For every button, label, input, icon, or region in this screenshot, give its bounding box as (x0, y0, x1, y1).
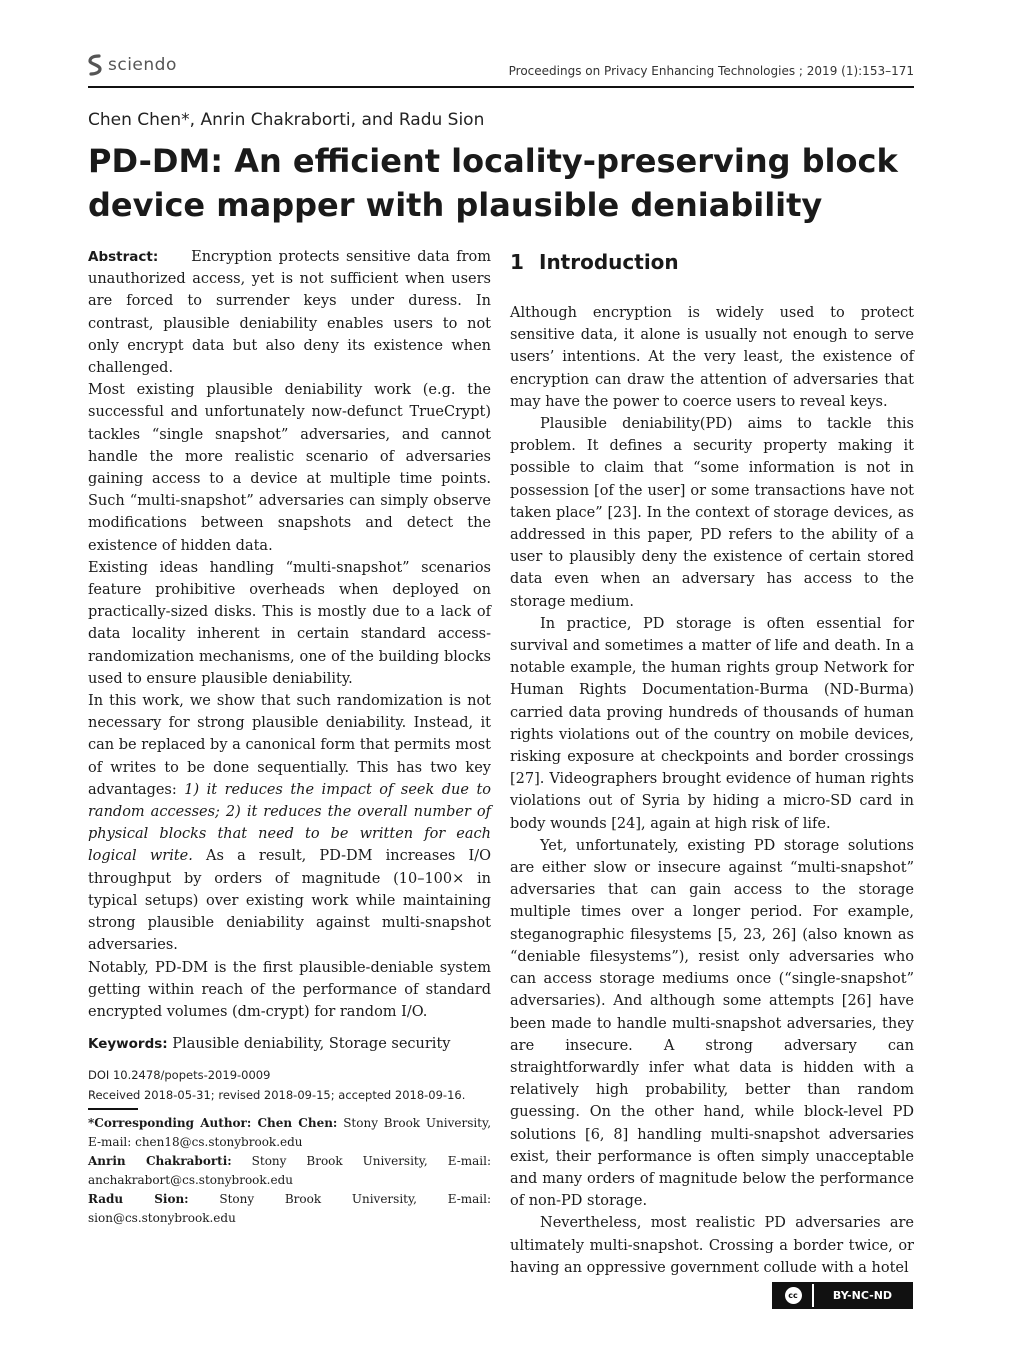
abstract-label: Abstract: (88, 249, 159, 265)
abstract-paragraph-3: Existing ideas handling “multi-snapshot” scenarios feature prohibitive overheads when deployed on practically-sized disks. This is mostly due to a lack of data locality inherent in certain standard access-randomization mechanisms, one of the building blocks used to ensure plausible deniability. (88, 559, 491, 687)
footnote-text: Stony Brook University, E-mail: anchakrabort@cs.stonybrook.edu (88, 1154, 492, 1187)
intro-paragraph-4: Yet, unfortunately, existing PD storage solutions are either slow or insecure against “multi-snapshot” adversaries that can gain access to the storage multiple times over a longer period. For example, steganographic filesystems [5, 23, 26] (also known as “deniable filesystems”), resist only adversaries who can access storage mediums once (“single-snapshot” adversaries). And although some attempts [26] have been made to handle multi-snapshot adversaries, they are insecure. A strong adversary can straightforwardly infer what data is hidden with a relatively high probability, better than random guessing. On the other hand, while block-level PD solutions [6, 8] handling multi-snapshot adversaries exist, their performance is often simply unacceptable and many orders of magnitude below the performance of non-PD storage. (510, 837, 914, 1210)
footnote-text: Stony Brook University, E-mail: sion@cs.stonybrook.edu (88, 1192, 492, 1225)
doi[interactable]: DOI 10.2478/popets-2019-0009 (88, 1068, 271, 1083)
cc-circle: cc (785, 1287, 802, 1304)
footnote-item (88, 1152, 491, 1190)
abstract-text-4a: In this work, we show that such randomization is not necessary for strong plausible deniability. Instead, it can be replaced by a canonical form that permits most of writes to be done sequentially. This has two key advantages: (88, 693, 491, 798)
page-header (88, 50, 914, 90)
abstract-paragraph-5: Notably, PD-DM is the first plausible-deniable system getting within reach of the performance of standard encrypted volumes (dm-crypt) for random I/O. (88, 959, 491, 1020)
abstract-paragraph-2: Most existing plausible deniability work (e.g. the successful and unfortunately now-defunct TrueCrypt) tackles “single snapshot” adversaries, and cannot handle the more realistic scenario of adversaries gaining access to a device at multiple time points. Such “multi-snapshot” adversaries can simply observe modifications between snapshots and detect the existence of hidden data. (88, 382, 491, 554)
header-divider (88, 86, 914, 88)
footnote-divider (88, 1108, 138, 1110)
abstract-text-4b: As a result, PD-DM increases I/O throughput by orders of magnitude (10–100× in typical setups) over existing work while maintaining strong plausible deniability against multi-snapshot adversaries. (88, 848, 491, 954)
abstract-text-1: Encryption protects sensitive data from unauthorized access, yet is not sufficient when users are forced to surrender keys under duress. In contrast, plausible deniability enables users to not only encrypt data but also deny its existence when challenged. (88, 249, 492, 377)
footnote-name: Anrin Chakraborti: (88, 1154, 232, 1168)
introduction-column (510, 250, 914, 1279)
footnote-item (88, 1190, 491, 1228)
cc-license-badge[interactable] (772, 1282, 913, 1309)
section-number: 1 (510, 250, 524, 274)
abstract-text-4-italic: 1) it reduces the impact of seek due to random accesses; 2) it reduces the overall number of physical blocks that need to be written for each logical write. (88, 781, 491, 865)
footnote-text: Stony Brook University, E-mail: chen18@cs.stonybrook.edu (88, 1116, 492, 1149)
author-footnotes (88, 1114, 491, 1228)
abstract-paragraph-4 (88, 690, 491, 956)
sciendo-logo-icon (88, 54, 102, 76)
footnote-item (88, 1114, 491, 1152)
logo-text: sciendo (108, 55, 177, 75)
abstract-paragraph-1 (88, 246, 491, 379)
sciendo-logo (88, 54, 177, 76)
intro-paragraph-1: Although encryption is widely used to protect sensitive data, it alone is usually not enough to serve users’ intentions. At the very least, the existence of encryption can draw the attention of adversaries that may have the power to coerce users to reveal keys. (510, 305, 914, 410)
journal-citation: Proceedings on Privacy Enhancing Technologies ; 2019 (1):153–171 (508, 64, 914, 78)
author-list: Chen Chen*, Anrin Chakraborti, and Radu Sion (88, 110, 485, 130)
keywords-label: Keywords: (88, 1036, 168, 1053)
abstract-column (88, 246, 491, 1105)
keywords-text: Plausible deniability, Storage security (172, 1036, 451, 1053)
footnote-name: Radu Sion: (88, 1192, 189, 1206)
section-heading-introduction (510, 250, 914, 274)
paper-title: PD-DM: An efficient locality-preserving block device mapper with plausible deniability (88, 142, 898, 224)
intro-paragraph-5: Nevertheless, most realistic PD adversaries are ultimately multi-snapshot. Crossing a border twice, or having an oppressive government collude with a hotel (510, 1215, 914, 1276)
footnote-name: *Corresponding Author: Chen Chen: (88, 1116, 338, 1130)
keywords (88, 1033, 491, 1055)
license-label: BY-NC-ND (814, 1284, 911, 1307)
intro-paragraph-2: Plausible deniability(PD) aims to tackle this problem. It defines a security property making it possible to claim that “some information is not in possession [of the user] or some transactions have not taken place” [23]. In the context of storage devices, as addressed in this paper, PD refers to the ability of a user to plausibly deny the existence of certain stored data even when an adversary has access to the storage medium. (510, 416, 914, 610)
received-dates: Received 2018-05-31; revised 2018-09-15; accepted 2018-09-16. (88, 1088, 466, 1103)
creative-commons-icon (774, 1284, 812, 1307)
intro-paragraph-3: In practice, PD storage is often essential for survival and sometimes a matter of life and death. In a notable example, the human rights group Network for Human Rights Documentation-Burma (ND-Burma) carried data proving hundreds of thousands of human rights violations out of the country on mobile devices, risking exposure at checkpoints and border crossings [27]. Videographers brought evidence of human rights violations out of Syria by hiding a micro-SD card in body wounds [24], again at high risk of life. (510, 615, 914, 832)
section-title: Introduction (539, 250, 679, 274)
publication-info (88, 1065, 491, 1105)
